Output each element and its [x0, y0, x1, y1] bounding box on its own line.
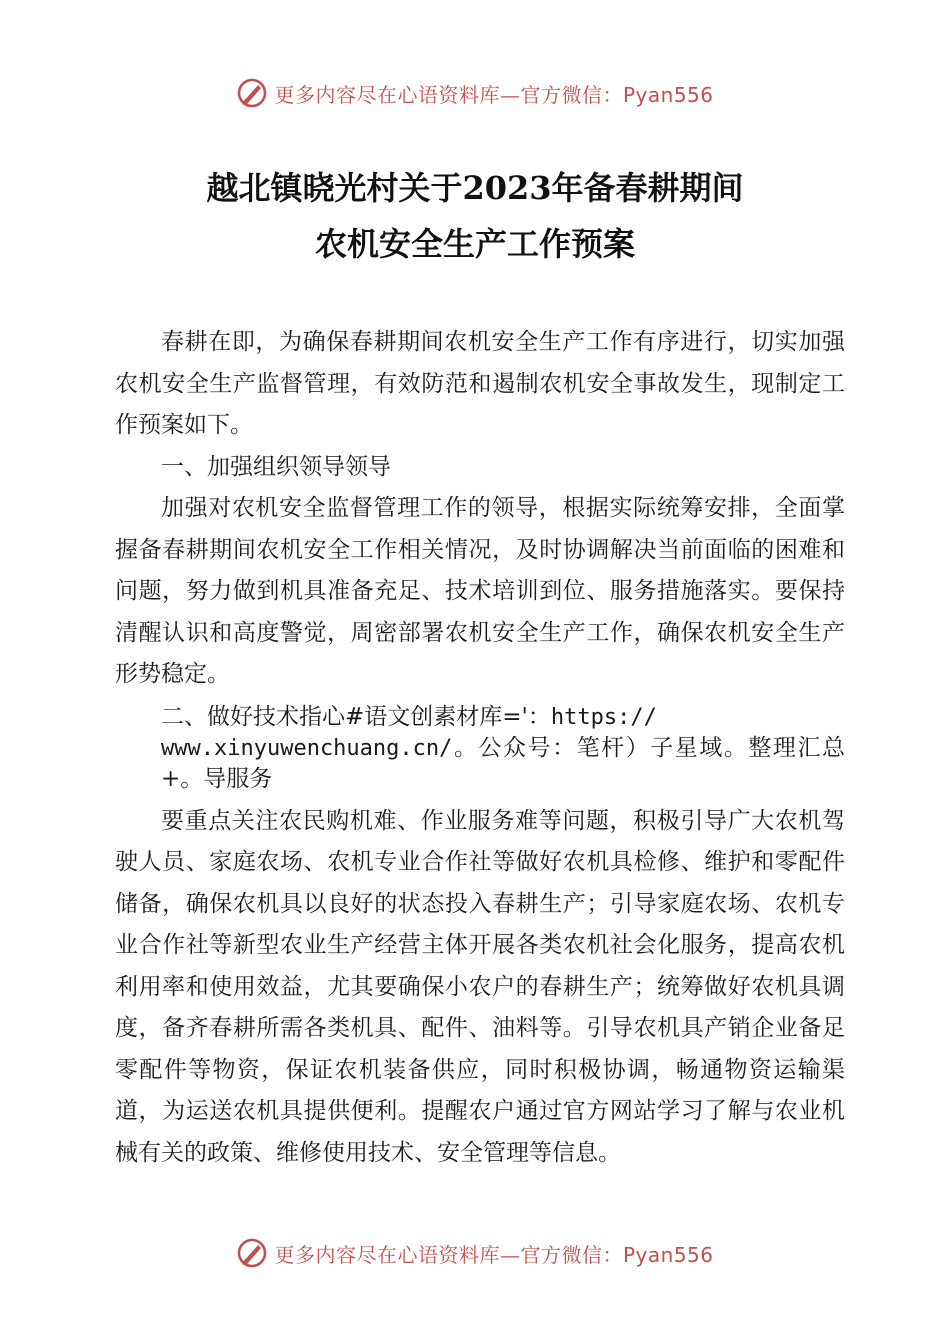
watermark-top [0, 73, 950, 113]
intro-paragraph: 春耕在即，为确保春耕期间农机安全生产工作有序进行，切实加强农机安全生产监督管理，有效防范和遏制农机安全事故发生，现制定工作预案如下。 [115, 329, 845, 438]
section-1-heading: 一、加强组织领导领导 [161, 453, 391, 480]
document-body [115, 322, 845, 1174]
section-2-paragraph: 要重点关注农民购机难、作业服务难等问题，积极引导广大农机驾驶人员、家庭农场、农机专业合作社等做好农机具检修、维护和零配件储备，确保农机具以良好的状态投入春耕生产；引导家庭农场、农机专业合作社等新型农业生产经营主体开展各类农机社会化服务，提高农机利用率和使用效益，尤其要确保小农户的春耕生产；统筹做好农机具调度，备齐春耕所需各类机具、配件、油料等。引导农机具产销企业备足零配件等物资，保证农机装备供应，同时积极协调，畅通物资运输渠道，为运送农机具提供便利。提醒农户通过官方网站学习了解与农业机械有关的政策、维修使用技术、安全管理等信息。 [115, 807, 845, 1166]
title-line-2: 农机安全生产工作预案 [314, 225, 635, 263]
section-1-paragraph: 加强对农机安全监督管理工作的领导，根据实际统筹安排，全面掌握备春耕期间农机安全工作相关情况，及时协调解决当前面临的困难和问题，努力做到机具准备充足、技术培训到位、服务措施落实。要保持清醒认识和高度警觉，周密部署农机安全生产工作，确保农机安全生产形势稳定。 [115, 495, 845, 687]
title-line-1: 越北镇晓光村关于2023年备春耕期间 [206, 169, 744, 207]
watermark-bottom [0, 1233, 950, 1273]
document-title [0, 160, 950, 272]
watermark-id: Pyan556 [622, 82, 714, 107]
section-2-heading: 二、做好技术指心#语文创素材库='：https:// www.xinyuwenchuang.cn/。公众号：笔杆）子星域。整理汇总+。导服务 [161, 703, 845, 792]
watermark-id: Pyan556 [622, 1242, 714, 1267]
watermark-text: 更多内容尽在心语资料库—官方微信：Pyan556 [274, 1242, 714, 1267]
pen-logo-icon [236, 77, 268, 109]
pen-logo-icon [236, 1237, 268, 1269]
watermark-text: 更多内容尽在心语资料库—官方微信：Pyan556 [274, 82, 714, 107]
